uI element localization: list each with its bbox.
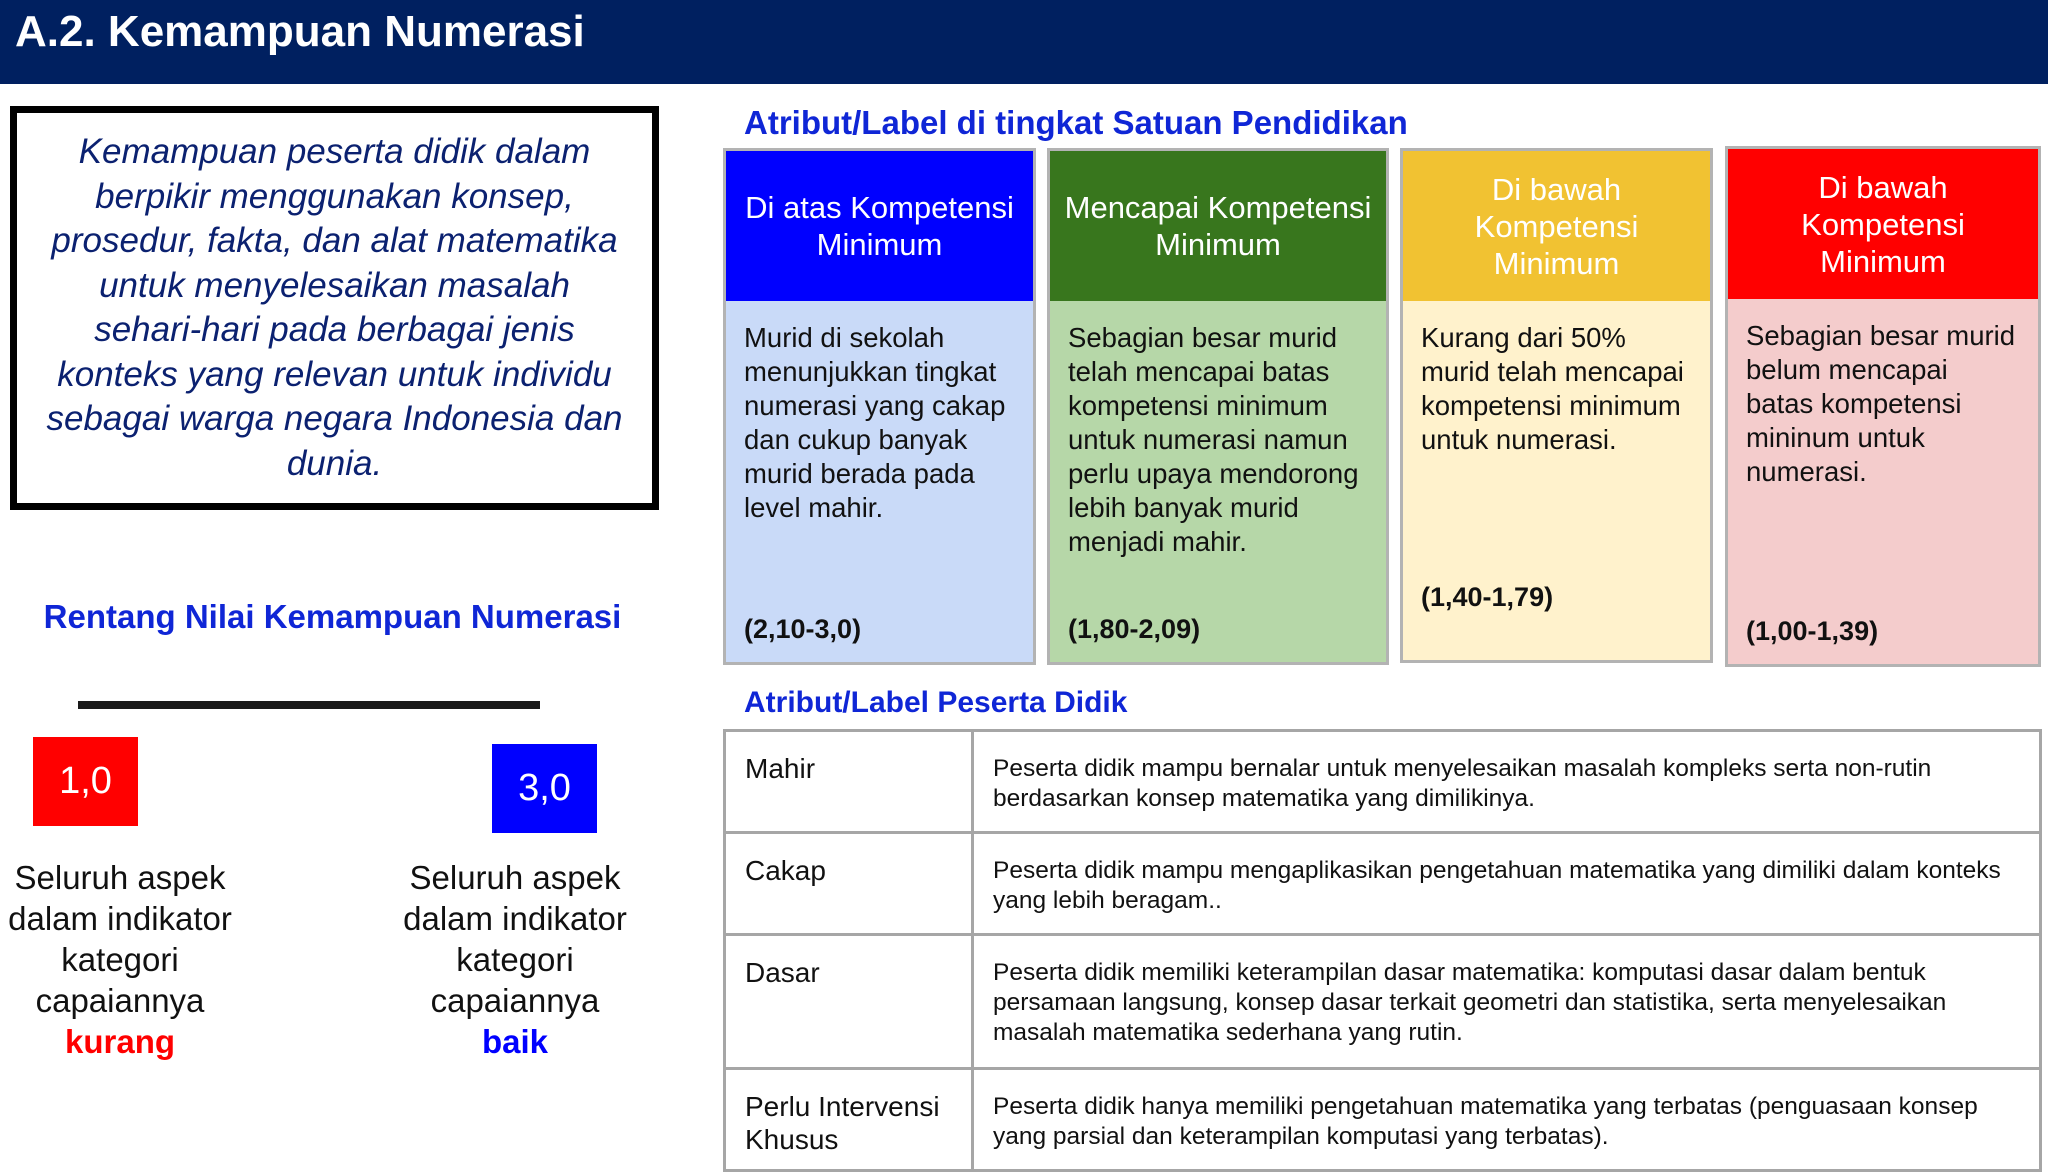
card-range: (1,80-2,09) <box>1068 614 1201 644</box>
range-min-value: 1,0 <box>59 760 112 802</box>
card-heading: Di atas Kompetensi Minimum <box>726 151 1033 301</box>
level-card-meets-minimum <box>1047 148 1389 665</box>
card-description: Kurang dari 50% murid telah mencapai kompetensi minimum untuk numerasi. <box>1403 301 1710 660</box>
range-max-value: 3,0 <box>518 767 571 809</box>
range-max-category: baik <box>481 1023 549 1060</box>
range-min-badge <box>33 737 138 826</box>
card-description: Sebagian besar murid telah mencapai batas kompetensi minimum untuk numerasi namun perlu upaya mendorong lebih banyak murid menjadi mahir. <box>1050 301 1386 662</box>
range-min-description <box>0 857 240 1062</box>
card-heading: Mencapai Kompetensi Minimum <box>1050 151 1386 301</box>
definition-box <box>10 106 659 510</box>
range-max-text: Seluruh aspek dalam indikator kategori capaiannya <box>403 859 627 1019</box>
student-label-table <box>723 729 2042 1172</box>
page-title: A.2. Kemampuan Numerasi <box>15 7 585 56</box>
row-description: Peserta didik mampu bernalar untuk menyelesaikan masalah kompleks serta non-rutin berdasarkan konsep matematika yang dimilikinya. <box>973 731 2041 833</box>
level-card-far-below-minimum <box>1725 146 2041 667</box>
range-title: Rentang Nilai Kemampuan Numerasi <box>43 598 622 635</box>
table-row <box>725 1069 2041 1171</box>
level-card-below-minimum <box>1400 148 1713 663</box>
row-description: Peserta didik mampu mengaplikasikan pengetahuan matematika yang dimiliki dalam konteks yang lebih beragam.. <box>973 833 2041 935</box>
level-card-above-minimum <box>723 148 1036 665</box>
row-label: Dasar <box>725 935 973 1069</box>
student-section-title: Atribut/Label Peserta Didik <box>744 686 1128 719</box>
range-min-category: kurang <box>64 1023 176 1060</box>
table-row <box>725 833 2041 935</box>
row-label: Perlu Intervensi Khusus <box>725 1069 973 1171</box>
row-description: Peserta didik hanya memiliki pengetahuan matematika yang terbatas (penguasaan konsep yang parsial dan keterampilan komputasi yang terbatas). <box>973 1069 2041 1171</box>
range-line <box>78 701 540 709</box>
range-max-badge <box>492 744 597 833</box>
card-description: Sebagian besar murid belum mencapai batas kompetensi mininum untuk numerasi. <box>1728 299 2038 664</box>
table-row <box>725 731 2041 833</box>
row-label: Mahir <box>725 731 973 833</box>
definition-text: Kemampuan peserta didik dalam berpikir menggunakan konsep, prosedur, fakta, dan alat matematika untuk menyelesaikan masalah sehari-hari pada berbagai jenis konteks yang relevan untuk individu sebagai warga negara Indonesia dan dunia. <box>46 132 623 483</box>
row-description: Peserta didik memiliki keterampilan dasar matematika: komputasi dasar dalam bentuk persamaan langsung, konsep dasar terkait geometri dan statistika, serta menyelesaikan masalah matematika sederhana yang rutin. <box>973 935 2041 1069</box>
card-range: (2,10-3,0) <box>744 614 862 644</box>
card-heading: Di bawah Kompetensi Minimum <box>1728 149 2038 299</box>
row-label: Cakap <box>725 833 973 935</box>
range-min-text: Seluruh aspek dalam indikator kategori capaiannya <box>8 859 232 1019</box>
range-max-description <box>395 857 635 1062</box>
card-range: (1,00-1,39) <box>1746 616 1879 646</box>
school-section-title: Atribut/Label di tingkat Satuan Pendidikan <box>744 104 1408 141</box>
page-header <box>0 0 2048 84</box>
card-description: Murid di sekolah menunjukkan tingkat numerasi yang cakap dan cukup banyak murid berada pada level mahir. <box>726 301 1033 662</box>
table-row <box>725 935 2041 1069</box>
card-range: (1,40-1,79) <box>1421 582 1554 612</box>
card-heading: Di bawah Kompetensi Minimum <box>1403 151 1710 301</box>
